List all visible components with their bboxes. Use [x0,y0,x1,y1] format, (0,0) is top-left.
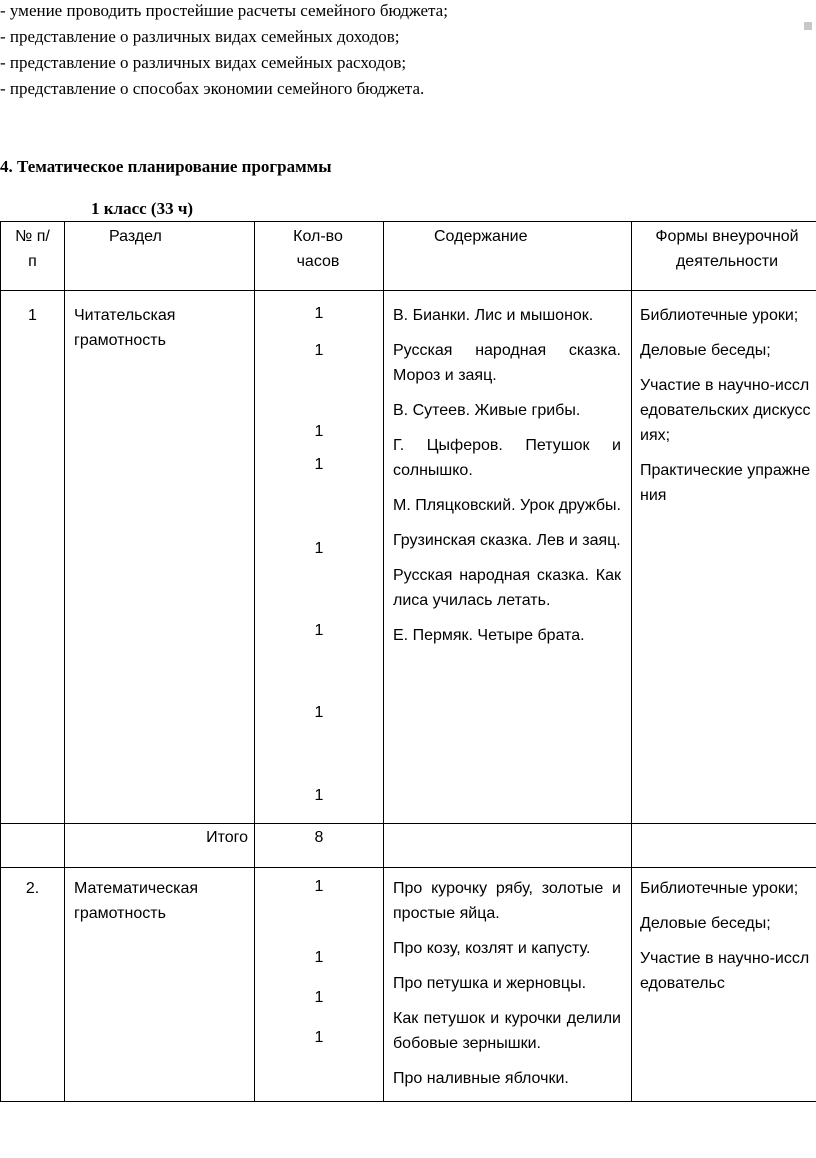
corner-mark [804,22,812,30]
forms-item: Участие в научно-исследовательс [640,950,810,992]
row2-hour: 1 [314,989,324,1006]
intro-bullet: - представление о способах экономии семейного бюджета. [0,79,425,98]
content-item: Русская народная сказка. Как лиса училась летать. [393,567,621,609]
forms-item: Библиотечные уроки; [640,307,799,324]
header-num: № п/п [1,222,65,291]
forms-item: Деловые беседы; [640,342,771,359]
content-item: В. Бианки. Лис и мышонок. [393,307,594,324]
planning-table [0,221,816,1102]
row2-hour: 1 [314,878,324,895]
table-row [1,291,816,824]
table-row [1,868,816,1102]
total-row [1,824,816,868]
row2-hour: 1 [314,949,324,966]
content-item: Про наливные яблочки. [393,1070,569,1087]
content-item: Г. Цыферов. Петушок и солнышко. [393,437,621,479]
forms-item: Практические упражнения [640,462,811,504]
total-empty-cell [384,824,632,868]
content-item: Е. Пермяк. Четыре брата. [393,627,585,644]
content-item: В. Сутеев. Живые грибы. [393,402,581,419]
intro-bullet: - представление о различных видах семейных доходов; [0,27,400,46]
row1-hour: 1 [314,540,324,557]
row1-hour: 1 [314,456,324,473]
row2-content [384,868,632,1102]
class-title: 1 класс (33 ч) [91,199,194,218]
row2-num: 2. [1,868,65,1102]
row1-content [384,291,632,824]
row1-hour: 1 [314,622,324,639]
forms-item: Библиотечные уроки; [640,880,799,897]
content-item: Про курочку рябу, золотые и простые яйца. [393,880,621,922]
row1-section: Читательская грамотность [65,291,255,824]
content-item: Грузинская сказка. Лев и заяц. [393,532,621,549]
total-value: 8 [255,824,384,868]
total-empty-cell [1,824,65,868]
row1-hour: 1 [314,305,324,322]
content-item: Про петушка и жерновцы. [393,975,587,992]
header-hours: Кол-во часов [255,222,384,291]
header-forms: Формы внеурочной деятельности [632,222,816,291]
total-label: Итого [65,824,255,868]
forms-item: Участие в научно-исследовательских дискуссиях; [640,377,811,444]
content-item: Как петушок и курочки делили бобовые зернышки. [393,1010,621,1052]
header-section: Раздел [65,222,255,291]
row1-hour: 1 [314,787,324,804]
intro-bullet: - представление о различных видах семейных расходов; [0,53,407,72]
content-item: Про козу, козлят и капусту. [393,940,591,957]
row1-num: 1 [1,291,65,824]
row1-hour: 1 [314,423,324,440]
table-header-row [1,222,816,291]
row2-section: Математическая грамотность [65,868,255,1102]
row2-forms [632,868,816,1102]
row1-hour: 1 [314,704,324,721]
row2-hours [255,868,384,1102]
row1-hours [255,291,384,824]
total-empty-cell [632,824,816,868]
header-content: Содержание [384,222,632,291]
forms-item: Деловые беседы; [640,915,771,932]
row1-hour: 1 [314,342,324,359]
row2-hour: 1 [314,1029,324,1046]
section-title: 4. Тематическое планирование программы [0,157,332,176]
content-item: Русская народная сказка. Мороз и заяц. [393,342,621,384]
content-item: М. Пляцковский. Урок дружбы. [393,497,621,514]
intro-bullets [0,0,790,102]
row1-forms [632,291,816,824]
intro-bullet: - умение проводить простейшие расчеты семейного бюджета; [0,1,448,20]
